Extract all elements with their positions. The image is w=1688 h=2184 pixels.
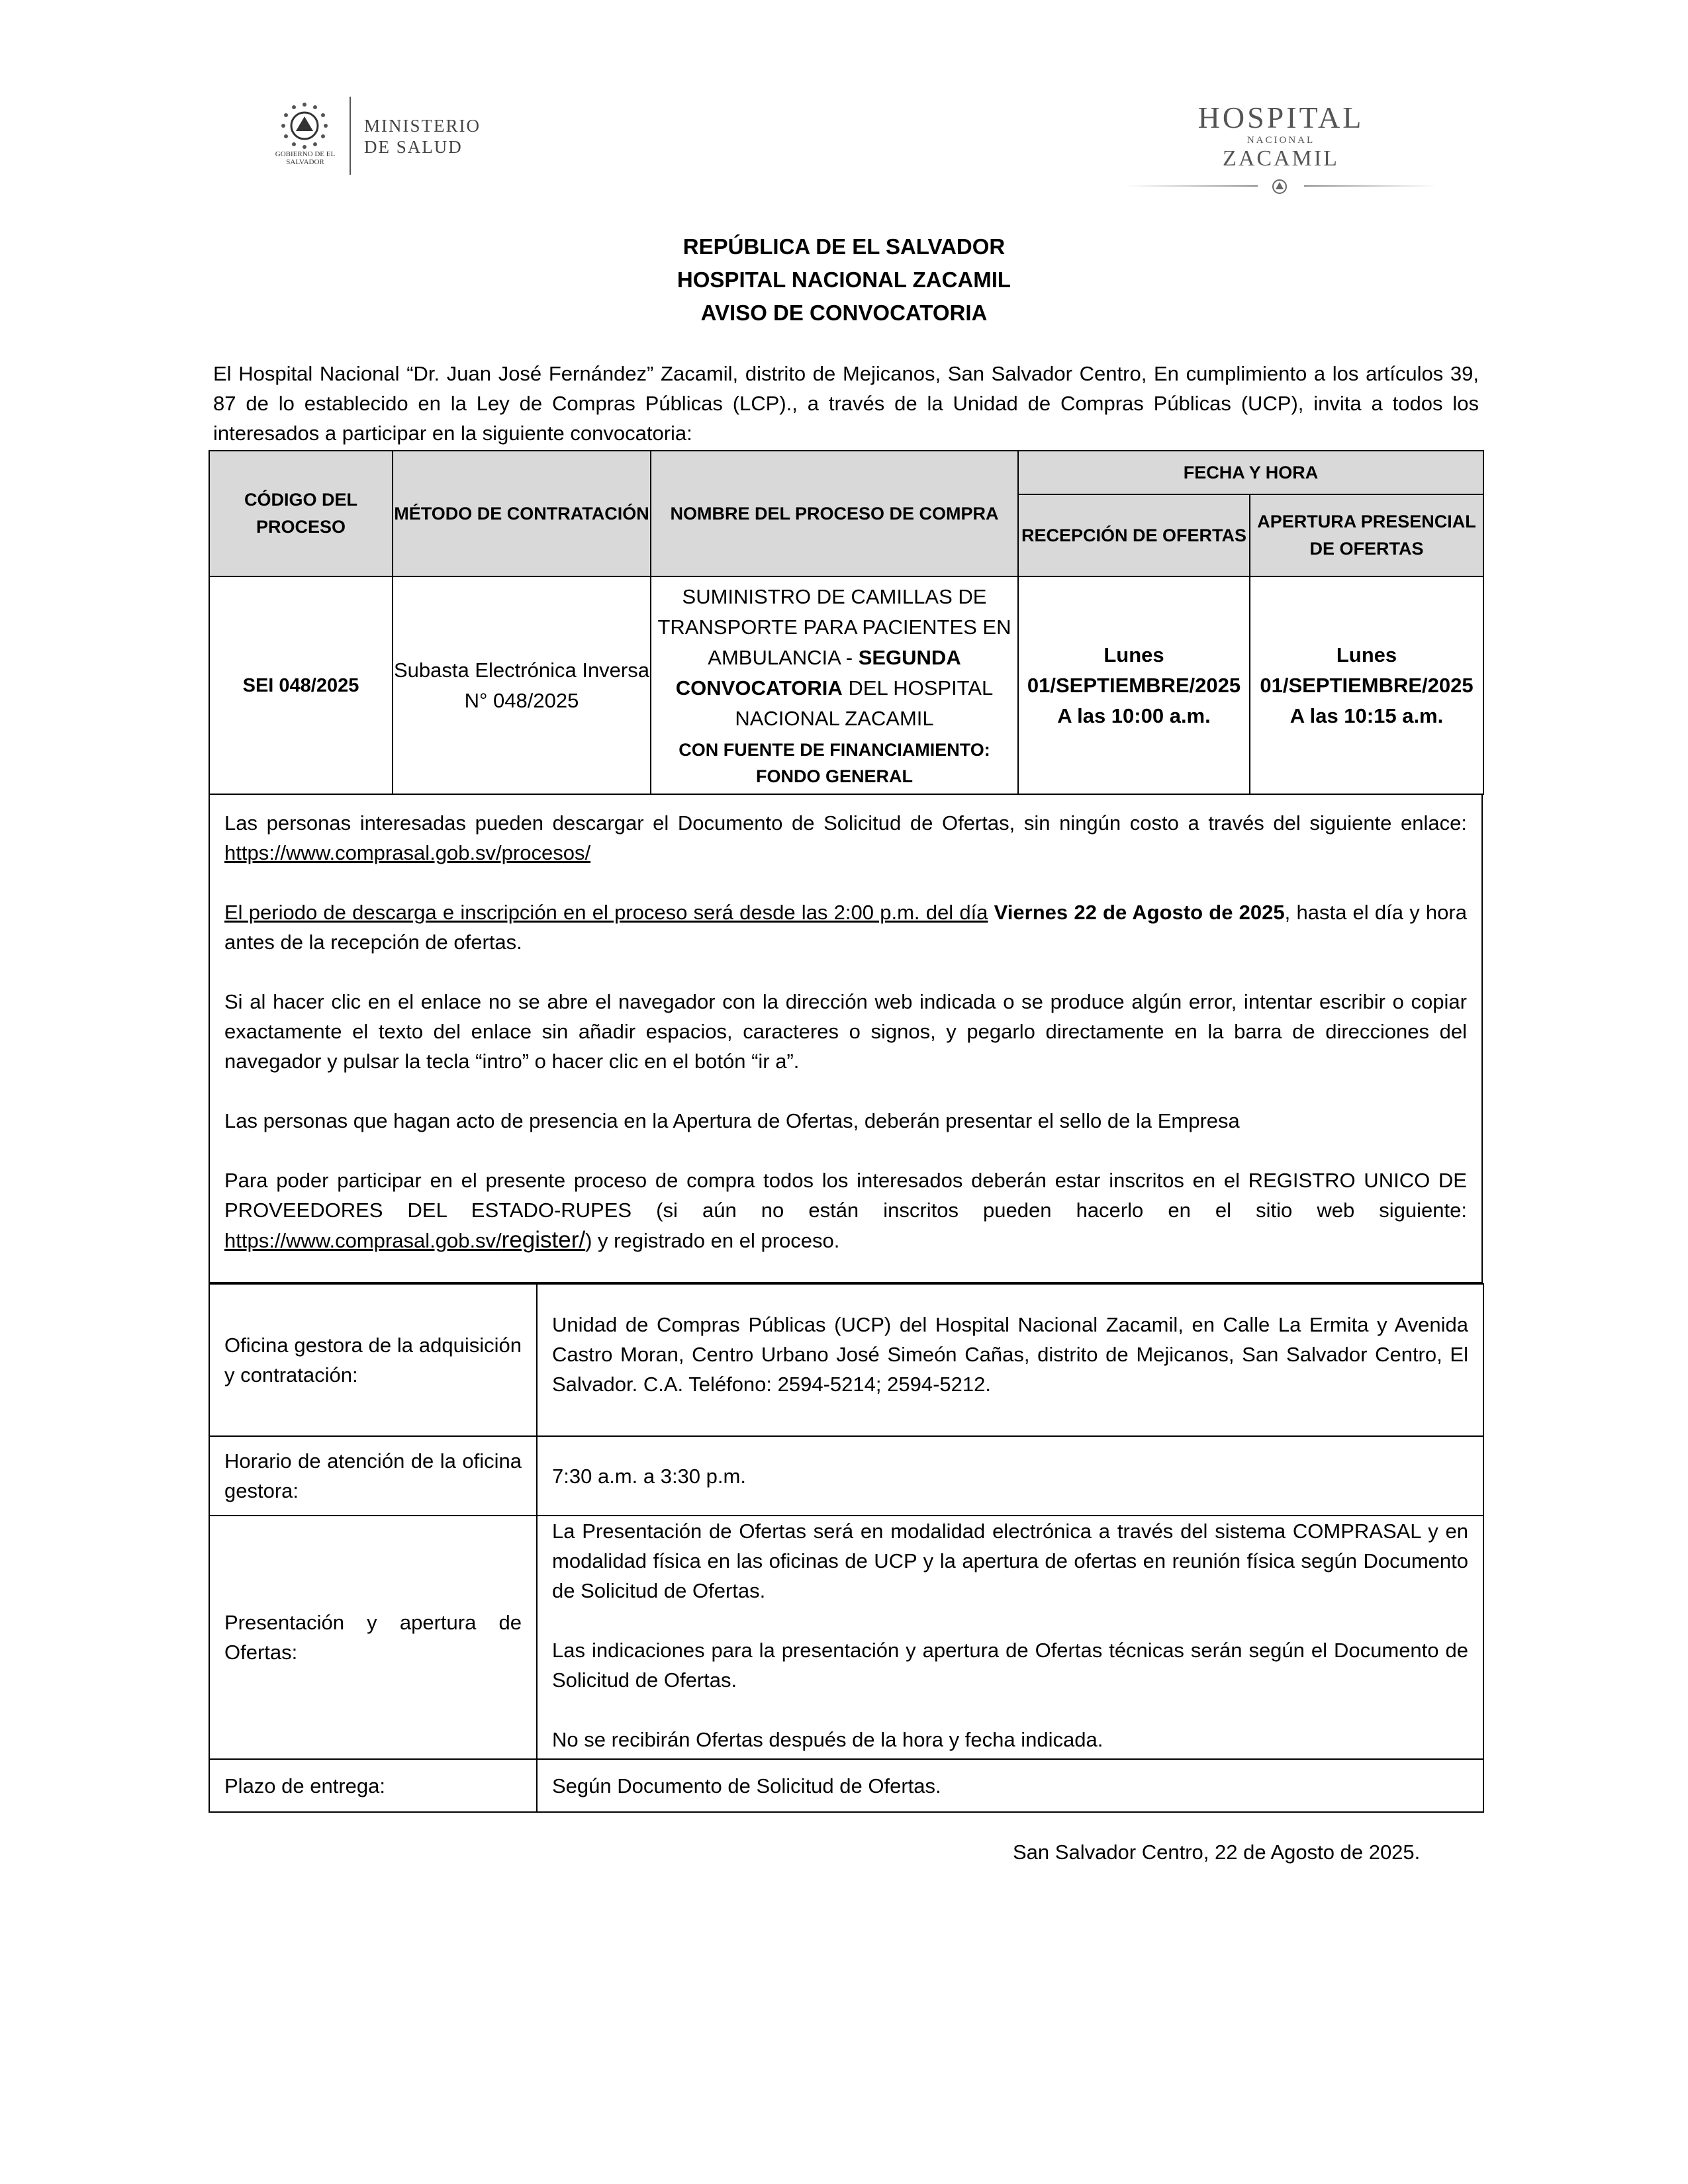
- presentacion-p3: No se recibirán Ofertas después de la hora y fecha indicada.: [552, 1728, 1103, 1751]
- presentacion-label: Presentación y apertura de Ofertas:: [209, 1516, 537, 1759]
- hospital-logo-line3: ZACAMIL: [1223, 146, 1339, 171]
- header-apertura: APERTURA PRESENCIAL DE OFERTAS: [1250, 494, 1483, 576]
- presentacion-p2: Las indicaciones para la presentación y apertura de Ofertas técnicas serán según el Documento de Solicitud de Ofertas.: [552, 1639, 1468, 1692]
- cell-nombre: [651, 576, 1018, 794]
- header-line1: REPÚBLICA DE EL SALVADOR: [682, 234, 1006, 259]
- horario-label: Horario de atención de la oficina gestora:: [209, 1436, 537, 1516]
- gobierno-caption: GOBIERNO DE EL SALVADOR: [275, 150, 336, 166]
- sello-paragraph: Las personas que hagan acto de presencia en la Apertura de Ofertas, deberán presentar el sello de la Empresa: [224, 1109, 1240, 1132]
- nombre-part2: DEL HOSPITAL NACIONAL ZACAMIL: [735, 676, 994, 730]
- info-table: [209, 1283, 1484, 1813]
- register-link[interactable]: [224, 1229, 585, 1252]
- period-paragraph: [224, 897, 1467, 957]
- oficina-label: Oficina gestora de la adquisición y contratación:: [209, 1284, 537, 1436]
- cell-apertura: [1250, 576, 1483, 794]
- period-rest: , hasta el día y hora antes de la recepción de ofertas.: [224, 901, 1467, 954]
- ministerio-salud-logo: [271, 93, 490, 179]
- recepcion-time: A las 10:00 a.m.: [1057, 704, 1211, 727]
- recepcion-day: Lunes: [1103, 643, 1164, 666]
- header-fecha-hora: FECHA Y HORA: [1018, 451, 1483, 494]
- header-nombre: NOMBRE DEL PROCESO DE COMPRA: [651, 451, 1018, 576]
- period-underlined: El periodo de descarga e inscripción en el proceso será desde las 2:00 p.m. del día: [224, 901, 988, 924]
- download-text: Las personas interesadas pueden descargar el Documento de Solicitud de Ofertas, sin ningún costo a través del siguiente enlace:: [224, 811, 1467, 835]
- instructions-block: [209, 794, 1483, 1283]
- apertura-date: 01/SEPTIEMBRE/2025: [1260, 673, 1474, 697]
- rupes-rest: ) y registrado en el proceso.: [585, 1229, 840, 1252]
- plazo-value: Según Documento de Solicitud de Ofertas.: [537, 1759, 1483, 1812]
- oficina-value: Unidad de Compras Públicas (UCP) del Hospital Nacional Zacamil, en Calle La Ermita y Avenida Castro Moran, Centro Urbano José Simeón Cañas, distrito de Mejicanos, San Salvador Centro, El Salvador. C.A. Teléfono: 2594-5214; 2594-5212.: [537, 1284, 1483, 1436]
- header-recepcion: RECEPCIÓN DE OFERTAS: [1018, 494, 1250, 576]
- hospital-logo-line1: HOSPITAL: [1197, 101, 1364, 134]
- header-codigo: CÓDIGO DEL PROCESO: [209, 451, 393, 576]
- cell-recepcion: [1018, 576, 1250, 794]
- register-link-a: https://www.comprasal.gob.sv/: [224, 1229, 502, 1252]
- link-help-paragraph: Si al hacer clic en el enlace no se abre el navegador con la dirección web indicada o se produce algún error, intentar escribir o copiar exactamente el texto del enlace sin añadir espacios, caracteres o signos, y pegarlo directamente en la barra de direcciones del navegador y pulsar la tecla “intro” o hacer clic en el botón “ir a”.: [224, 990, 1467, 1073]
- cell-metodo: Subasta Electrónica Inversa N° 048/2025: [393, 576, 651, 794]
- intro-paragraph: El Hospital Nacional “Dr. Juan José Fernández” Zacamil, distrito de Mejicanos, San Salvador Centro, En cumplimiento a los artículos 39, 87 de lo establecido en la Ley de Compras Públicas (LCP)., a través de la Unidad de Compras Públicas (UCP), invita a todos los interesados a participar en la siguiente convocatoria:: [213, 362, 1479, 445]
- rupes-paragraph: [224, 1165, 1467, 1255]
- plazo-label: Plazo de entrega:: [209, 1759, 537, 1812]
- apertura-time: A las 10:15 a.m.: [1289, 704, 1444, 727]
- header-line2: HOSPITAL NACIONAL ZACAMIL: [677, 267, 1011, 292]
- hospital-zacamil-logo: [1125, 103, 1436, 208]
- nombre-proceso: [655, 582, 1013, 734]
- presentacion-value: [537, 1516, 1483, 1759]
- ministerio-line1: MINISTERIO: [364, 116, 481, 136]
- period-date: Viernes 22 de Agosto de 2025: [994, 901, 1285, 924]
- hospital-logo-line2: NACIONAL: [1246, 135, 1315, 146]
- nombre-part1: SUMINISTRO DE CAMILLAS DE TRANSPORTE PARA PACIENTES EN AMBULANCIA -: [657, 584, 1011, 669]
- apertura-day: Lunes: [1336, 643, 1397, 666]
- logo-rule-left: [1125, 185, 1258, 187]
- download-paragraph: [224, 808, 1467, 868]
- closing-date: San Salvador Centro, 22 de Agosto de 2025.: [1013, 1841, 1421, 1864]
- recepcion-date: 01/SEPTIEMBRE/2025: [1027, 673, 1241, 697]
- logo-rule-right: [1304, 185, 1436, 187]
- convocatoria-table: [209, 450, 1484, 795]
- horario-value: 7:30 a.m. a 3:30 p.m.: [537, 1436, 1483, 1516]
- nombre-bold: SEGUNDA CONVOCATORIA: [675, 645, 961, 700]
- document-header: [0, 230, 1688, 330]
- small-seal-icon: [1268, 175, 1291, 198]
- header-line3: AVISO DE CONVOCATORIA: [700, 300, 988, 325]
- rupes-text: Para poder participar en el presente proceso de compra todos los interesados deberán estar inscritos en el REGISTRO UNICO DE PROVEEDORES DEL ESTADO-RUPES (si aún no están inscritos pueden hacerlo en el sitio web siguiente:: [224, 1169, 1467, 1222]
- ministerio-text: [364, 115, 481, 158]
- logo-divider: [350, 97, 351, 175]
- ministerio-line2: DE SALUD: [364, 137, 463, 158]
- procesos-link[interactable]: https://www.comprasal.gob.sv/procesos/: [224, 841, 591, 864]
- presentacion-p1: La Presentación de Ofertas será en modalidad electrónica a través del sistema COMPRASAL y en modalidad física en las oficinas de UCP y la apertura de ofertas en reunión física según Documento de Solicitud de Ofertas.: [552, 1520, 1468, 1602]
- register-link-b: register/: [501, 1227, 586, 1253]
- cell-codigo: SEI 048/2025: [209, 576, 393, 794]
- financiamiento: CON FUENTE DE FINANCIAMIENTO: FONDO GENERAL: [679, 739, 990, 786]
- header-metodo: MÉTODO DE CONTRATACIÓN: [393, 451, 651, 576]
